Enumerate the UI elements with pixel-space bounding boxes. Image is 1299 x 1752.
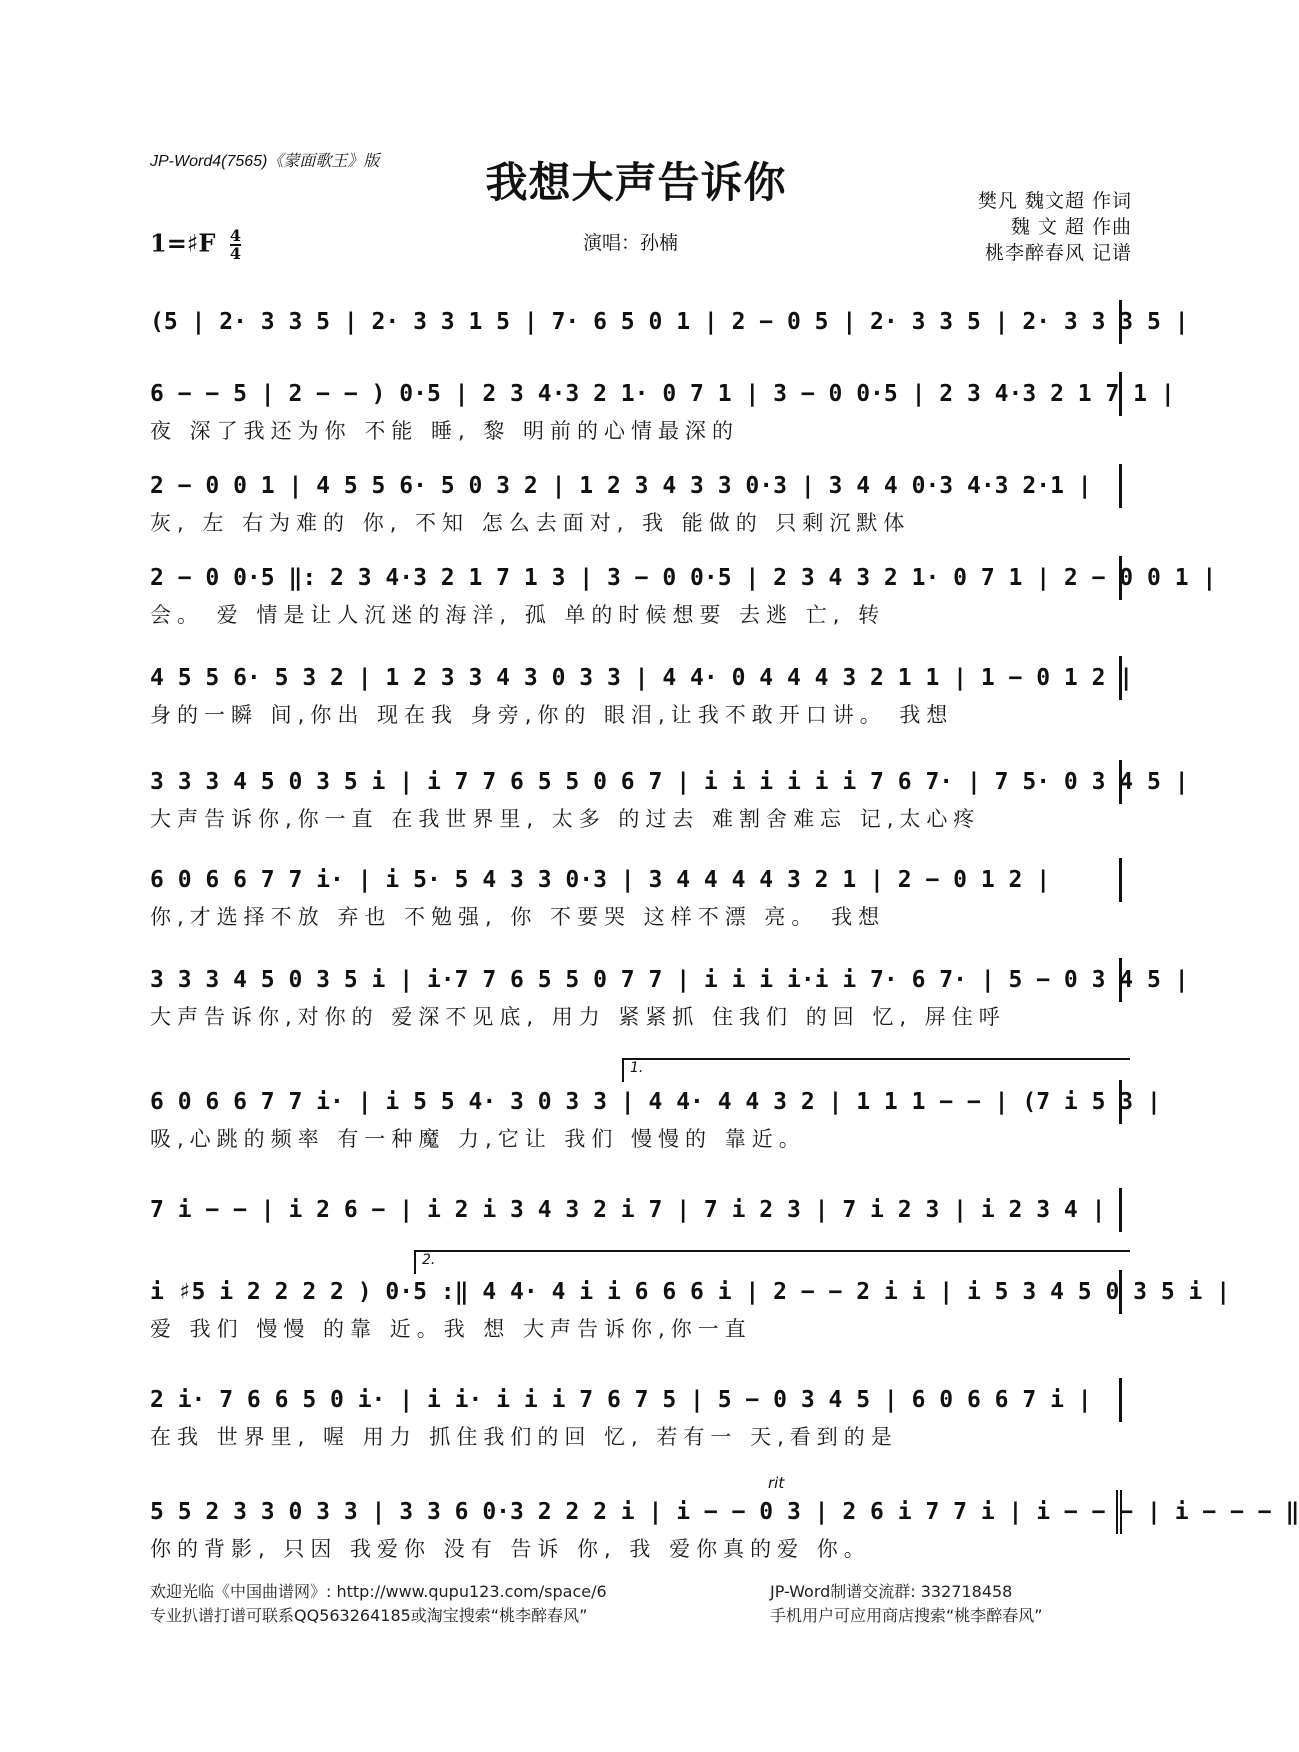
score-system — [150, 1270, 1231, 1344]
notation-line: 3 3 3 4 5 0 3 5 i | i 7 7 6 5 5 0 6 7 | i i i i i i 7 6 7· | 7 5· 0 3 4 5 | — [150, 760, 1122, 804]
footer-app-search: 手机用户可应用商店搜索“桃李醉春风” — [770, 1606, 1043, 1625]
score-system — [150, 372, 1175, 446]
lyric-line: 吸,心跳的频率 有一种魔 力,它让 我们 慢慢的 靠近。 — [150, 1127, 806, 1151]
lyric-line: 在我 世界里, 喔 用力 抓住我们的回 忆, 若有一 天,看到的是 — [150, 1425, 898, 1449]
page-footer — [150, 1580, 1130, 1628]
lyric-line: 夜 深了我还为你 不能 睡, 黎 明前的心情最深的 — [150, 419, 740, 443]
score-system — [150, 300, 1189, 374]
lyric-line: 身的一瞬 间,你出 现在我 身旁,你的 眼泪,让我不敢开口讲。 我想 — [150, 703, 954, 727]
notation-line: 6 − − 5 | 2 − − ) 0·5 | 2 3 4·3 2 1· 0 7 1 | 3 − 0 0·5 | 2 3 4·3 2 1 7 1 | — [150, 372, 1122, 416]
lyric-line: 爱 我们 慢慢 的靠 近。我 想 大声告诉你,你一直 — [150, 1317, 752, 1341]
song-title: 我想大声告诉你 — [485, 158, 787, 207]
lyric-line: 大声告诉你,对你的 爱深不见底, 用力 紧紧抓 住我们 的回 忆, 屏住呼 — [150, 1005, 1006, 1029]
notation-line: 4 5 5 6· 5 3 2 | 1 2 3 3 4 3 0 3 3 | 4 4· 0 4 4 4 3 2 1 1 | 1 − 0 1 2 | — [150, 656, 1122, 700]
lyric-line: 你的背影, 只因 我爱你 没有 告诉 你, 我 爱你真的爱 你。 — [150, 1537, 871, 1561]
lyric-line — [150, 344, 1122, 374]
singer-label: 演唱：孙楠 — [583, 232, 679, 254]
transcriber-credit: 桃李醉春风 记谱 — [984, 242, 1132, 264]
lyric-line: 灰, 左 右为难的 你, 不知 怎么去面对, 我 能做的 只剩沉默体 — [150, 511, 911, 535]
notation-line: (5 | 2· 3 3 5 | 2· 3 3 1 5 | 7· 6 5 0 1 | 2 − 0 5 | 2· 3 3 5 | 2· 3 3 3 5 | — [150, 300, 1122, 344]
score-system — [150, 1188, 1122, 1232]
score-system — [150, 760, 1189, 834]
lyric-line: 大声告诉你,你一直 在我世界里, 太多 的过去 难割舍难忘 记,太心疼 — [150, 807, 981, 831]
key-signature — [150, 228, 241, 262]
notation-line: 2 i· 7 6 6 5 0 i· | i i· i i i 7 6 7 5 | 5 − 0 3 4 5 | 6 0 6 6 7 i | — [150, 1378, 1122, 1422]
lyricist-credit: 樊凡 魏文超 作词 — [977, 190, 1132, 212]
notation-line: 2 − 0 0 1 | 4 5 5 6· 5 0 3 2 | 1 2 3 4 3 3 0·3 | 3 4 4 0·3 4·3 2·1 | — [150, 464, 1122, 508]
score-system — [150, 556, 1217, 630]
lyric-line: 会。 爱 情是让人沉迷的海洋, 孤 单的时候想要 去逃 亡, 转 — [150, 603, 886, 627]
time-bottom: 4 — [229, 244, 241, 263]
score-system — [150, 1080, 1161, 1154]
score-system — [150, 656, 1134, 730]
notation-line: 5 5 2 3 3 0 3 3 | 3 3 6 0·3 2 2 2 i | i − − 0 3 | 2 6 i 7 7 i | i − − − | i − − − ‖ — [150, 1490, 1122, 1534]
ritardando-mark: rit — [768, 1474, 785, 1492]
time-signature — [230, 228, 241, 262]
key-label: 1=♯F — [150, 228, 216, 258]
software-label: JP-Word4(7565)《蒙面歌王》版 — [150, 153, 380, 170]
footer-contact: 专业扒谱打谱可联系QQ563264185或淘宝搜索“桃李醉春风” — [150, 1606, 588, 1625]
score-system — [150, 464, 1122, 538]
notation-line: 7 i − − | i 2 6 − | i 2 i 3 4 3 2 i 7 | 7 i 2 3 | 7 i 2 3 | i 2 3 4 | — [150, 1188, 1122, 1232]
first-ending-bracket: 1. — [622, 1058, 1130, 1082]
score-system — [150, 858, 1122, 932]
score-system — [150, 1378, 1122, 1452]
notation-line: i ♯5 i 2 2 2 2 ) 0·5 :‖ 4 4· 4 i i 6 6 6 i | 2 − − 2 i i | i 5 3 4 5 0 3 5 i | — [150, 1270, 1122, 1314]
notation-line: 3 3 3 4 5 0 3 5 i | i·7 7 6 5 5 0 7 7 | i i i i·i i 7· 6 7· | 5 − 0 3 4 5 | — [150, 958, 1122, 1002]
footer-website: 欢迎光临《中国曲谱网》: http://www.qupu123.com/space/6 — [150, 1582, 607, 1601]
notation-line: 2 − 0 0·5 ‖: 2 3 4·3 2 1 7 1 3 | 3 − 0 0·5 | 2 3 4 3 2 1· 0 7 1 | 2 − 0 0 1 | — [150, 556, 1122, 600]
lyric-line: 你,才选择不放 弃也 不勉强, 你 不要哭 这样不漂 亮。 我想 — [150, 905, 886, 929]
notation-line: 6 0 6 6 7 7 i· | i 5 5 4· 3 0 3 3 | 4 4· 4 4 3 2 | 1 1 1 − − | (7 i 5 3 | — [150, 1080, 1122, 1124]
score-system — [150, 1490, 1299, 1564]
score-system — [150, 958, 1189, 1032]
time-top: 4 — [229, 226, 241, 245]
notation-line: 6 0 6 6 7 7 i· | i 5· 5 4 3 3 0·3 | 3 4 4 4 4 3 2 1 | 2 − 0 1 2 | — [150, 858, 1122, 902]
footer-qq-group: JP-Word制谱交流群: 332718458 — [770, 1582, 1013, 1601]
composer-credit: 魏 文 超 作曲 — [1010, 216, 1132, 238]
second-ending-bracket: 2. — [414, 1250, 1130, 1274]
